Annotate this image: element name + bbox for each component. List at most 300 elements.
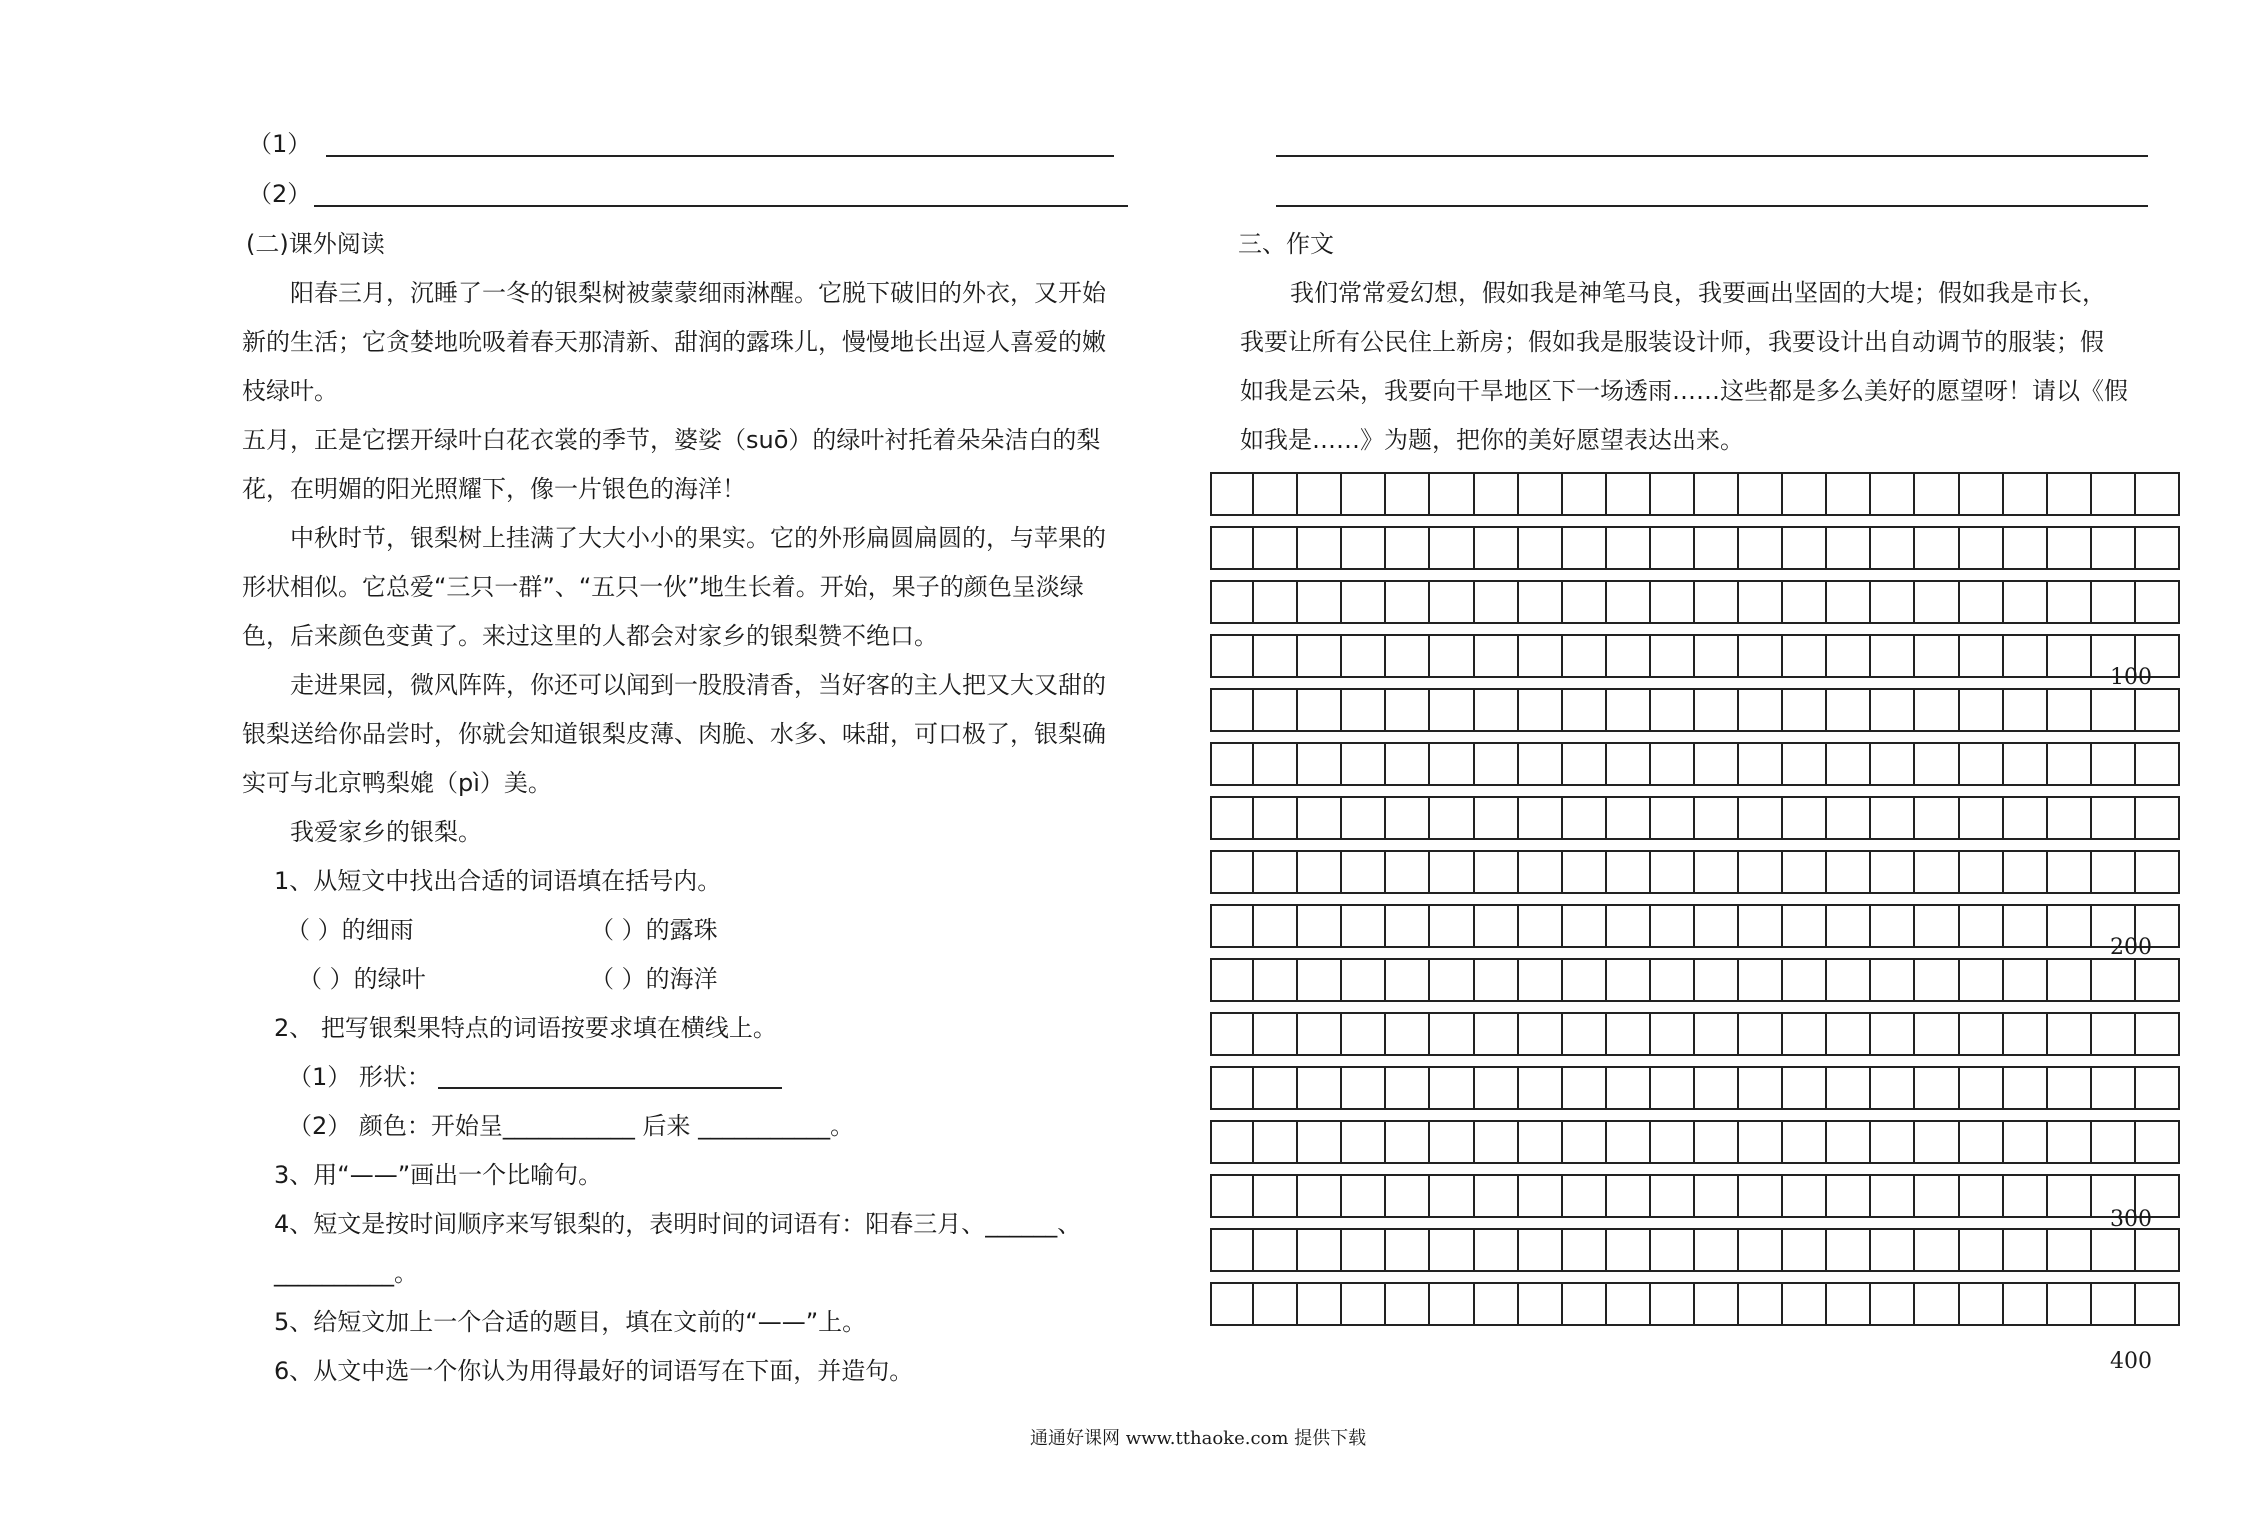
grid-cell[interactable]	[1869, 1228, 1915, 1272]
grid-cell[interactable]	[1384, 1120, 1430, 1164]
grid-cell[interactable]	[1781, 526, 1827, 570]
grid-cell[interactable]	[2002, 634, 2048, 678]
grid-cell[interactable]	[1649, 634, 1695, 678]
grid-cell[interactable]	[1649, 688, 1695, 732]
grid-cell[interactable]	[1649, 580, 1695, 624]
grid-cell[interactable]	[1825, 688, 1871, 732]
grid-cell[interactable]	[1252, 580, 1298, 624]
grid-cell[interactable]	[1737, 1120, 1783, 1164]
grid-cell[interactable]	[1649, 1120, 1695, 1164]
grid-cell[interactable]	[1340, 1174, 1386, 1218]
grid-cell[interactable]	[1473, 688, 1519, 732]
grid-cell[interactable]	[2046, 1174, 2092, 1218]
grid-cell[interactable]	[1561, 1228, 1607, 1272]
grid-cell[interactable]	[1913, 580, 1959, 624]
grid-cell[interactable]	[2002, 1228, 2048, 1272]
grid-cell[interactable]	[1210, 742, 1254, 786]
grid-cell[interactable]	[1428, 526, 1474, 570]
grid-cell[interactable]	[2090, 1066, 2136, 1110]
grid-cell[interactable]	[1737, 796, 1783, 840]
grid-cell[interactable]	[2046, 1066, 2092, 1110]
grid-cell[interactable]	[1210, 580, 1254, 624]
grid-cell[interactable]	[1958, 634, 2004, 678]
grid-cell[interactable]	[1384, 742, 1430, 786]
grid-cell[interactable]	[1869, 472, 1915, 516]
grid-cell[interactable]	[1649, 526, 1695, 570]
grid-cell[interactable]	[1693, 634, 1739, 678]
grid-cell[interactable]	[1605, 1066, 1651, 1110]
grid-cell[interactable]	[1737, 742, 1783, 786]
grid-cell[interactable]	[1737, 1174, 1783, 1218]
grid-cell[interactable]	[1913, 796, 1959, 840]
grid-cell[interactable]	[2090, 796, 2136, 840]
grid-cell[interactable]	[1737, 904, 1783, 948]
grid-cell[interactable]	[1210, 472, 1254, 516]
grid-cell[interactable]	[1825, 1174, 1871, 1218]
grid-cell[interactable]	[1517, 472, 1563, 516]
grid-cell[interactable]	[1296, 796, 1342, 840]
grid-cell[interactable]	[1384, 1012, 1430, 1056]
grid-cell[interactable]	[1825, 472, 1871, 516]
grid-cell[interactable]	[1869, 688, 1915, 732]
grid-cell[interactable]	[1869, 1012, 1915, 1056]
grid-cell[interactable]	[1384, 796, 1430, 840]
grid-cell[interactable]	[1781, 742, 1827, 786]
grid-cell[interactable]	[1428, 1012, 1474, 1056]
grid-cell[interactable]	[1473, 796, 1519, 840]
grid-cell[interactable]	[2090, 1228, 2136, 1272]
grid-cell[interactable]	[1252, 634, 1298, 678]
grid-cell[interactable]	[1428, 688, 1474, 732]
grid-cell[interactable]	[1958, 796, 2004, 840]
grid-cell[interactable]	[1737, 850, 1783, 894]
grid-cell[interactable]	[1825, 958, 1871, 1002]
grid-cell[interactable]	[1693, 1012, 1739, 1056]
grid-cell[interactable]	[1958, 472, 2004, 516]
grid-cell[interactable]	[1340, 1282, 1386, 1326]
grid-cell[interactable]	[1340, 634, 1386, 678]
grid-cell[interactable]	[1252, 904, 1298, 948]
grid-cell[interactable]	[1428, 1066, 1474, 1110]
grid-cell[interactable]	[1384, 1228, 1430, 1272]
grid-cell[interactable]	[1252, 850, 1298, 894]
grid-cell[interactable]	[1737, 958, 1783, 1002]
grid-cell[interactable]	[2046, 472, 2092, 516]
grid-cell[interactable]	[1913, 1066, 1959, 1110]
grid-cell[interactable]	[1869, 1120, 1915, 1164]
grid-cell[interactable]	[1252, 796, 1298, 840]
grid-cell[interactable]	[2046, 850, 2092, 894]
grid-cell[interactable]	[1605, 634, 1651, 678]
grid-cell[interactable]	[2090, 1012, 2136, 1056]
grid-cell[interactable]	[1737, 1228, 1783, 1272]
grid-cell[interactable]	[2046, 904, 2092, 948]
grid-cell[interactable]	[1340, 472, 1386, 516]
grid-cell[interactable]	[1958, 580, 2004, 624]
grid-cell[interactable]	[1296, 634, 1342, 678]
grid-cell[interactable]	[1781, 1228, 1827, 1272]
grid-cell[interactable]	[1517, 1228, 1563, 1272]
grid-cell[interactable]	[1649, 958, 1695, 1002]
grid-cell[interactable]	[1913, 850, 1959, 894]
grid-cell[interactable]	[1340, 958, 1386, 1002]
grid-cell[interactable]	[2090, 688, 2136, 732]
grid-cell[interactable]	[1561, 526, 1607, 570]
answer-line-4[interactable]	[1276, 205, 2148, 207]
grid-cell[interactable]	[1869, 850, 1915, 894]
grid-cell[interactable]	[2134, 1120, 2180, 1164]
grid-cell[interactable]	[1958, 742, 2004, 786]
grid-cell[interactable]	[1384, 526, 1430, 570]
grid-cell[interactable]	[1605, 904, 1651, 948]
grid-cell[interactable]	[1473, 634, 1519, 678]
grid-cell[interactable]	[1825, 1066, 1871, 1110]
q1-blank[interactable]: （ ）的绿叶	[298, 965, 426, 993]
grid-cell[interactable]	[2090, 1120, 2136, 1164]
grid-cell[interactable]	[1561, 796, 1607, 840]
grid-cell[interactable]	[1737, 1282, 1783, 1326]
grid-cell[interactable]	[1517, 634, 1563, 678]
grid-cell[interactable]	[1693, 580, 1739, 624]
grid-cell[interactable]	[1340, 904, 1386, 948]
grid-cell[interactable]	[2134, 958, 2180, 1002]
grid-cell[interactable]	[1605, 958, 1651, 1002]
grid-cell[interactable]	[1869, 1282, 1915, 1326]
grid-cell[interactable]	[1649, 796, 1695, 840]
grid-cell[interactable]	[1473, 580, 1519, 624]
grid-cell[interactable]	[2046, 742, 2092, 786]
grid-cell[interactable]	[1252, 1228, 1298, 1272]
grid-cell[interactable]	[2046, 688, 2092, 732]
grid-cell[interactable]	[1210, 1174, 1254, 1218]
grid-cell[interactable]	[1340, 742, 1386, 786]
grid-cell[interactable]	[1781, 634, 1827, 678]
grid-cell[interactable]	[1252, 958, 1298, 1002]
grid-cell[interactable]	[1605, 526, 1651, 570]
grid-cell[interactable]	[2046, 1012, 2092, 1056]
grid-cell[interactable]	[1340, 796, 1386, 840]
essay-grid[interactable]	[1210, 472, 2180, 1332]
grid-cell[interactable]	[1252, 742, 1298, 786]
grid-cell[interactable]	[1473, 526, 1519, 570]
grid-cell[interactable]	[1340, 1066, 1386, 1110]
grid-cell[interactable]	[1561, 742, 1607, 786]
grid-cell[interactable]	[1340, 1120, 1386, 1164]
grid-cell[interactable]	[1473, 1174, 1519, 1218]
q2-color-line[interactable]: （2） 颜色：开始呈___________ 后来 ___________。	[288, 1112, 855, 1140]
grid-cell[interactable]	[1913, 634, 1959, 678]
grid-cell[interactable]	[1561, 1012, 1607, 1056]
grid-cell[interactable]	[1913, 688, 1959, 732]
grid-cell[interactable]	[2134, 526, 2180, 570]
grid-cell[interactable]	[1958, 850, 2004, 894]
grid-cell[interactable]	[1428, 634, 1474, 678]
grid-cell[interactable]	[2134, 1282, 2180, 1326]
grid-cell[interactable]	[1605, 1012, 1651, 1056]
grid-cell[interactable]	[1825, 796, 1871, 840]
grid-cell[interactable]	[1210, 850, 1254, 894]
grid-cell[interactable]	[1517, 526, 1563, 570]
grid-cell[interactable]	[1561, 904, 1607, 948]
grid-cell[interactable]	[1958, 1174, 2004, 1218]
grid-cell[interactable]	[1384, 958, 1430, 1002]
grid-cell[interactable]	[1958, 1012, 2004, 1056]
grid-cell[interactable]	[1649, 1174, 1695, 1218]
grid-cell[interactable]	[2090, 580, 2136, 624]
grid-cell[interactable]	[1428, 958, 1474, 1002]
grid-cell[interactable]	[1296, 742, 1342, 786]
grid-cell[interactable]	[1561, 1174, 1607, 1218]
grid-cell[interactable]	[1958, 1120, 2004, 1164]
grid-cell[interactable]	[2046, 634, 2092, 678]
grid-cell[interactable]	[1781, 796, 1827, 840]
grid-cell[interactable]	[1296, 958, 1342, 1002]
grid-cell[interactable]	[1737, 1066, 1783, 1110]
grid-cell[interactable]	[1869, 1066, 1915, 1110]
grid-cell[interactable]	[2002, 796, 2048, 840]
grid-cell[interactable]	[1384, 904, 1430, 948]
grid-cell[interactable]	[2002, 850, 2048, 894]
grid-cell[interactable]	[1781, 850, 1827, 894]
grid-cell[interactable]	[1473, 742, 1519, 786]
grid-cell[interactable]	[1517, 1174, 1563, 1218]
grid-cell[interactable]	[1517, 1066, 1563, 1110]
grid-cell[interactable]	[1428, 1282, 1474, 1326]
grid-cell[interactable]	[1252, 1120, 1298, 1164]
grid-cell[interactable]	[1737, 526, 1783, 570]
grid-cell[interactable]	[1384, 634, 1430, 678]
grid-cell[interactable]	[1869, 904, 1915, 948]
grid-cell[interactable]	[1428, 1120, 1474, 1164]
grid-cell[interactable]	[2002, 580, 2048, 624]
grid-cell[interactable]	[1693, 742, 1739, 786]
grid-cell[interactable]	[2002, 1174, 2048, 1218]
grid-cell[interactable]	[1561, 1282, 1607, 1326]
grid-cell[interactable]	[1781, 580, 1827, 624]
grid-cell[interactable]	[1781, 904, 1827, 948]
answer-line-3[interactable]	[1276, 155, 2148, 157]
grid-cell[interactable]	[1428, 472, 1474, 516]
grid-cell[interactable]	[1649, 1066, 1695, 1110]
grid-cell[interactable]	[1428, 1174, 1474, 1218]
grid-cell[interactable]	[2090, 850, 2136, 894]
grid-cell[interactable]	[2046, 580, 2092, 624]
grid-cell[interactable]	[1913, 1174, 1959, 1218]
grid-cell[interactable]	[1210, 526, 1254, 570]
grid-cell[interactable]	[1781, 1120, 1827, 1164]
grid-cell[interactable]	[2002, 526, 2048, 570]
grid-cell[interactable]	[2002, 958, 2048, 1002]
grid-cell[interactable]	[1825, 1282, 1871, 1326]
grid-cell[interactable]	[1384, 580, 1430, 624]
grid-cell[interactable]	[1296, 526, 1342, 570]
grid-cell[interactable]	[2134, 1228, 2180, 1272]
grid-cell[interactable]	[1296, 1066, 1342, 1110]
grid-cell[interactable]	[1781, 472, 1827, 516]
grid-cell[interactable]	[1737, 472, 1783, 516]
grid-cell[interactable]	[2134, 688, 2180, 732]
grid-cell[interactable]	[1913, 1282, 1959, 1326]
grid-cell[interactable]	[1252, 526, 1298, 570]
grid-cell[interactable]	[1869, 958, 1915, 1002]
grid-cell[interactable]	[1296, 1120, 1342, 1164]
q1-blank[interactable]: （ ）的露珠	[590, 916, 718, 944]
grid-cell[interactable]	[1517, 688, 1563, 732]
grid-cell[interactable]	[1252, 1174, 1298, 1218]
grid-cell[interactable]	[1693, 526, 1739, 570]
grid-cell[interactable]	[1737, 634, 1783, 678]
grid-cell[interactable]	[1913, 904, 1959, 948]
grid-cell[interactable]	[1913, 1228, 1959, 1272]
grid-cell[interactable]	[1605, 1282, 1651, 1326]
grid-cell[interactable]	[1958, 1228, 2004, 1272]
grid-cell[interactable]	[1561, 688, 1607, 732]
grid-cell[interactable]	[1869, 742, 1915, 786]
grid-cell[interactable]	[1473, 472, 1519, 516]
grid-cell[interactable]	[1958, 1282, 2004, 1326]
grid-cell[interactable]	[1517, 1282, 1563, 1326]
grid-cell[interactable]	[1693, 1120, 1739, 1164]
grid-cell[interactable]	[2002, 688, 2048, 732]
grid-cell[interactable]	[2002, 1120, 2048, 1164]
grid-cell[interactable]	[1296, 688, 1342, 732]
grid-cell[interactable]	[2002, 742, 2048, 786]
grid-cell[interactable]	[2134, 850, 2180, 894]
grid-cell[interactable]	[2002, 1282, 2048, 1326]
grid-cell[interactable]	[1473, 1066, 1519, 1110]
grid-cell[interactable]	[1561, 850, 1607, 894]
grid-cell[interactable]	[1561, 472, 1607, 516]
grid-cell[interactable]	[1693, 796, 1739, 840]
grid-cell[interactable]	[1561, 580, 1607, 624]
grid-cell[interactable]	[1693, 850, 1739, 894]
grid-cell[interactable]	[1737, 1012, 1783, 1056]
grid-cell[interactable]	[1913, 1012, 1959, 1056]
grid-cell[interactable]	[1428, 742, 1474, 786]
grid-cell[interactable]	[1958, 526, 2004, 570]
grid-cell[interactable]	[1869, 634, 1915, 678]
grid-cell[interactable]	[1825, 1012, 1871, 1056]
answer-line-1[interactable]	[326, 155, 1114, 157]
grid-cell[interactable]	[1693, 688, 1739, 732]
grid-cell[interactable]	[1693, 904, 1739, 948]
grid-cell[interactable]	[2046, 1120, 2092, 1164]
grid-cell[interactable]	[1384, 472, 1430, 516]
grid-cell[interactable]	[1825, 742, 1871, 786]
grid-cell[interactable]	[1517, 580, 1563, 624]
question-4-cont[interactable]: __________。	[274, 1259, 418, 1287]
grid-cell[interactable]	[1913, 472, 1959, 516]
grid-cell[interactable]	[2134, 796, 2180, 840]
grid-cell[interactable]	[1210, 796, 1254, 840]
grid-cell[interactable]	[2002, 1012, 2048, 1056]
grid-cell[interactable]	[1605, 688, 1651, 732]
grid-cell[interactable]	[1210, 634, 1254, 678]
grid-cell[interactable]	[1693, 1282, 1739, 1326]
grid-cell[interactable]	[1473, 1012, 1519, 1056]
grid-cell[interactable]	[2002, 1066, 2048, 1110]
q1-blank[interactable]: （ ）的细雨	[286, 916, 414, 944]
grid-cell[interactable]	[1605, 796, 1651, 840]
grid-cell[interactable]	[1384, 688, 1430, 732]
grid-cell[interactable]	[1649, 1282, 1695, 1326]
grid-cell[interactable]	[1210, 1012, 1254, 1056]
grid-cell[interactable]	[1869, 526, 1915, 570]
grid-cell[interactable]	[2046, 796, 2092, 840]
grid-cell[interactable]	[2046, 958, 2092, 1002]
grid-cell[interactable]	[1340, 526, 1386, 570]
grid-cell[interactable]	[1296, 580, 1342, 624]
grid-cell[interactable]	[1649, 904, 1695, 948]
grid-cell[interactable]	[2134, 1012, 2180, 1056]
grid-cell[interactable]	[1252, 472, 1298, 516]
grid-cell[interactable]	[1561, 1066, 1607, 1110]
grid-cell[interactable]	[1340, 688, 1386, 732]
q1-blank[interactable]: （ ）的海洋	[590, 965, 718, 993]
grid-cell[interactable]	[2090, 526, 2136, 570]
grid-cell[interactable]	[2046, 1228, 2092, 1272]
grid-cell[interactable]	[1605, 1174, 1651, 1218]
grid-cell[interactable]	[1517, 1012, 1563, 1056]
grid-cell[interactable]	[1384, 1282, 1430, 1326]
grid-cell[interactable]	[1825, 1120, 1871, 1164]
grid-cell[interactable]	[1517, 958, 1563, 1002]
grid-cell[interactable]	[1605, 472, 1651, 516]
grid-cell[interactable]	[1517, 796, 1563, 840]
grid-cell[interactable]	[1296, 1012, 1342, 1056]
grid-cell[interactable]	[2090, 1282, 2136, 1326]
grid-cell[interactable]	[1517, 742, 1563, 786]
grid-cell[interactable]	[1473, 850, 1519, 894]
grid-cell[interactable]	[1737, 580, 1783, 624]
grid-cell[interactable]	[2134, 472, 2180, 516]
grid-cell[interactable]	[1296, 850, 1342, 894]
grid-cell[interactable]	[1252, 1282, 1298, 1326]
grid-cell[interactable]	[1428, 850, 1474, 894]
grid-cell[interactable]	[1781, 1012, 1827, 1056]
grid-cell[interactable]	[1869, 580, 1915, 624]
grid-cell[interactable]	[1473, 1120, 1519, 1164]
grid-cell[interactable]	[2046, 526, 2092, 570]
grid-cell[interactable]	[1428, 904, 1474, 948]
grid-cell[interactable]	[1913, 742, 1959, 786]
grid-cell[interactable]	[1913, 526, 1959, 570]
grid-cell[interactable]	[2046, 1282, 2092, 1326]
grid-cell[interactable]	[1210, 1228, 1254, 1272]
grid-cell[interactable]	[1869, 1174, 1915, 1218]
grid-cell[interactable]	[1210, 1066, 1254, 1110]
grid-cell[interactable]	[1958, 958, 2004, 1002]
grid-cell[interactable]	[1958, 1066, 2004, 1110]
grid-cell[interactable]	[1340, 1012, 1386, 1056]
grid-cell[interactable]	[1296, 1174, 1342, 1218]
grid-cell[interactable]	[1473, 1282, 1519, 1326]
grid-cell[interactable]	[1252, 688, 1298, 732]
grid-cell[interactable]	[1693, 1174, 1739, 1218]
grid-cell[interactable]	[1693, 958, 1739, 1002]
grid-cell[interactable]	[1693, 1066, 1739, 1110]
grid-cell[interactable]	[1517, 850, 1563, 894]
grid-cell[interactable]	[1649, 1012, 1695, 1056]
grid-cell[interactable]	[1428, 580, 1474, 624]
grid-cell[interactable]	[1340, 580, 1386, 624]
grid-cell[interactable]	[1605, 850, 1651, 894]
grid-cell[interactable]	[1649, 1228, 1695, 1272]
grid-cell[interactable]	[1384, 850, 1430, 894]
grid-cell[interactable]	[2134, 580, 2180, 624]
grid-cell[interactable]	[1210, 904, 1254, 948]
grid-cell[interactable]	[1693, 1228, 1739, 1272]
